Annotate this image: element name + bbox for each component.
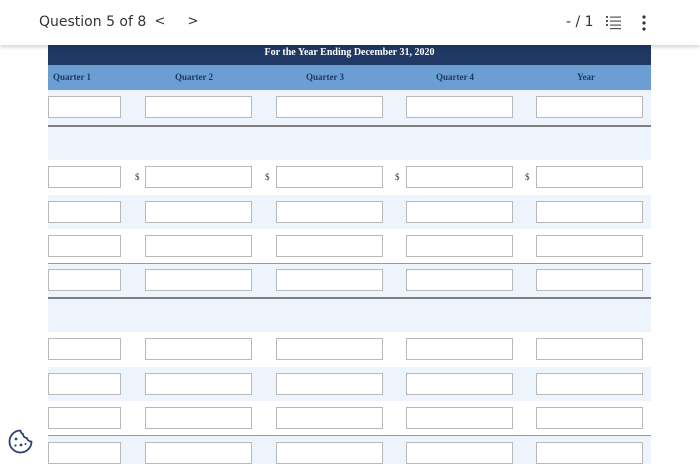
year-row4-input[interactable] bbox=[536, 201, 643, 223]
q2-row9-input[interactable] bbox=[145, 373, 252, 395]
year-row1-input[interactable] bbox=[536, 96, 643, 118]
column-header-quarter-4: Quarter 4 bbox=[435, 72, 475, 82]
budget-table bbox=[48, 45, 651, 464]
column-header-quarter-1: Quarter 1 bbox=[52, 72, 92, 82]
column-header-quarter-2: Quarter 2 bbox=[174, 72, 214, 82]
q1-row9-input[interactable] bbox=[48, 373, 121, 395]
column-header-quarter-3: Quarter 3 bbox=[305, 72, 345, 82]
year-row11-input[interactable] bbox=[536, 442, 643, 464]
q4-row9-input[interactable] bbox=[406, 373, 513, 395]
q2-row5-input[interactable] bbox=[145, 235, 252, 257]
top-bar bbox=[0, 0, 700, 45]
dollar-sign: $ bbox=[265, 172, 270, 182]
q3-row5-input[interactable] bbox=[276, 235, 383, 257]
year-row3-input[interactable] bbox=[536, 166, 643, 188]
next-question-button[interactable]: > bbox=[187, 14, 199, 29]
q3-row3-input[interactable] bbox=[276, 166, 383, 188]
q1-row8-input[interactable] bbox=[48, 338, 121, 360]
q1-row11-input[interactable] bbox=[48, 442, 121, 464]
q3-row4-input[interactable] bbox=[276, 201, 383, 223]
section-band bbox=[48, 127, 651, 160]
dollar-sign: $ bbox=[135, 172, 140, 182]
q2-row6-input[interactable] bbox=[145, 269, 252, 291]
column-header-year: Year bbox=[577, 72, 595, 82]
q4-row11-input[interactable] bbox=[406, 442, 513, 464]
q2-row8-input[interactable] bbox=[145, 338, 252, 360]
question-label: Question 5 of 8 bbox=[39, 14, 147, 30]
q3-row11-input[interactable] bbox=[276, 442, 383, 464]
cookie-icon[interactable] bbox=[7, 428, 34, 455]
kebab-menu-icon[interactable] bbox=[640, 15, 648, 31]
q1-row5-input[interactable] bbox=[48, 235, 121, 257]
q1-row3-input[interactable] bbox=[48, 166, 121, 188]
table-title-row bbox=[48, 45, 651, 65]
q4-row1-input[interactable] bbox=[406, 96, 513, 118]
section-band bbox=[48, 299, 651, 332]
year-row5-input[interactable] bbox=[536, 235, 643, 257]
q4-row4-input[interactable] bbox=[406, 201, 513, 223]
q4-row5-input[interactable] bbox=[406, 235, 513, 257]
q3-row10-input[interactable] bbox=[276, 407, 383, 429]
q2-row3-input[interactable] bbox=[145, 166, 252, 188]
q2-row4-input[interactable] bbox=[145, 201, 252, 223]
q4-row6-input[interactable] bbox=[406, 269, 513, 291]
dollar-sign: $ bbox=[525, 172, 530, 182]
table-title: For the Year Ending December 31, 2020 bbox=[264, 47, 435, 58]
q1-row6-input[interactable] bbox=[48, 269, 121, 291]
q3-row1-input[interactable] bbox=[276, 96, 383, 118]
q3-row9-input[interactable] bbox=[276, 373, 383, 395]
year-row10-input[interactable] bbox=[536, 407, 643, 429]
score-display: - / 1 bbox=[566, 14, 594, 30]
column-header-row bbox=[48, 65, 651, 90]
q1-row1-input[interactable] bbox=[48, 96, 121, 118]
year-row6-input[interactable] bbox=[536, 269, 643, 291]
q2-row10-input[interactable] bbox=[145, 407, 252, 429]
q2-row1-input[interactable] bbox=[145, 96, 252, 118]
dollar-sign: $ bbox=[395, 172, 400, 182]
list-icon[interactable] bbox=[606, 16, 621, 30]
q4-row3-input[interactable] bbox=[406, 166, 513, 188]
q3-row6-input[interactable] bbox=[276, 269, 383, 291]
q2-row11-input[interactable] bbox=[145, 442, 252, 464]
year-row9-input[interactable] bbox=[536, 373, 643, 395]
q4-row10-input[interactable] bbox=[406, 407, 513, 429]
q1-row4-input[interactable] bbox=[48, 201, 121, 223]
previous-question-button[interactable]: < bbox=[154, 14, 166, 29]
q1-row10-input[interactable] bbox=[48, 407, 121, 429]
q4-row8-input[interactable] bbox=[406, 338, 513, 360]
q3-row8-input[interactable] bbox=[276, 338, 383, 360]
year-row8-input[interactable] bbox=[536, 338, 643, 360]
